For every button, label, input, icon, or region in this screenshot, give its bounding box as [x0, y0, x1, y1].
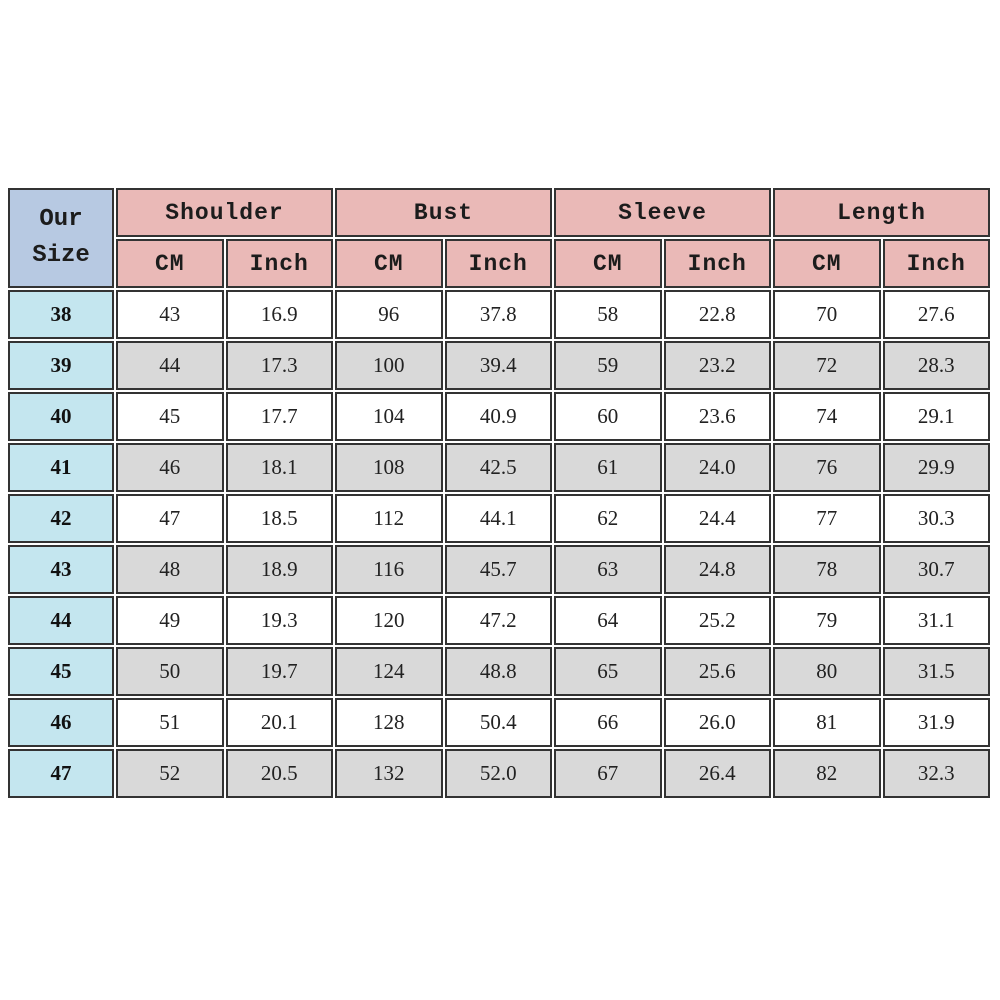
value-cell: 65	[554, 647, 662, 696]
table-row-size-46	[8, 698, 990, 747]
value-cell: 52	[116, 749, 224, 798]
value-cell: 42.5	[445, 443, 553, 492]
size-cell: 43	[8, 545, 114, 594]
sub-header-bust-inch: Inch	[445, 239, 553, 288]
value-cell: 26.0	[664, 698, 772, 747]
value-cell: 76	[773, 443, 881, 492]
value-cell: 39.4	[445, 341, 553, 390]
value-cell: 30.3	[883, 494, 991, 543]
value-cell: 31.1	[883, 596, 991, 645]
value-cell: 18.9	[226, 545, 334, 594]
value-cell: 48.8	[445, 647, 553, 696]
value-cell: 64	[554, 596, 662, 645]
value-cell: 19.7	[226, 647, 334, 696]
size-cell: 41	[8, 443, 114, 492]
value-cell: 17.3	[226, 341, 334, 390]
corner-header-word: Our	[39, 206, 83, 233]
table-row-size-47	[8, 749, 990, 798]
value-cell: 50.4	[445, 698, 553, 747]
value-cell: 31.5	[883, 647, 991, 696]
group-header-sleeve: Sleeve	[554, 188, 771, 237]
group-header-length: Length	[773, 188, 990, 237]
value-cell: 32.3	[883, 749, 991, 798]
value-cell: 25.6	[664, 647, 772, 696]
table-row-size-39	[8, 341, 990, 390]
value-cell: 51	[116, 698, 224, 747]
value-cell: 49	[116, 596, 224, 645]
value-cell: 20.5	[226, 749, 334, 798]
value-cell: 47.2	[445, 596, 553, 645]
corner-header-word: Size	[32, 242, 90, 269]
value-cell: 48	[116, 545, 224, 594]
value-cell: 79	[773, 596, 881, 645]
value-cell: 81	[773, 698, 881, 747]
value-cell: 19.3	[226, 596, 334, 645]
table-row-size-40	[8, 392, 990, 441]
sub-header-row	[8, 239, 990, 288]
group-header-bust: Bust	[335, 188, 552, 237]
value-cell: 80	[773, 647, 881, 696]
value-cell: 67	[554, 749, 662, 798]
value-cell: 45.7	[445, 545, 553, 594]
value-cell: 74	[773, 392, 881, 441]
size-chart-header	[8, 188, 990, 288]
value-cell: 28.3	[883, 341, 991, 390]
sub-header-length-cm: CM	[773, 239, 881, 288]
value-cell: 45	[116, 392, 224, 441]
value-cell: 17.7	[226, 392, 334, 441]
value-cell: 58	[554, 290, 662, 339]
size-cell: 44	[8, 596, 114, 645]
value-cell: 61	[554, 443, 662, 492]
value-cell: 60	[554, 392, 662, 441]
value-cell: 31.9	[883, 698, 991, 747]
value-cell: 66	[554, 698, 662, 747]
value-cell: 47	[116, 494, 224, 543]
value-cell: 30.7	[883, 545, 991, 594]
value-cell: 77	[773, 494, 881, 543]
value-cell: 132	[335, 749, 443, 798]
value-cell: 116	[335, 545, 443, 594]
value-cell: 50	[116, 647, 224, 696]
value-cell: 72	[773, 341, 881, 390]
value-cell: 46	[116, 443, 224, 492]
table-row-size-38	[8, 290, 990, 339]
size-cell: 42	[8, 494, 114, 543]
value-cell: 29.1	[883, 392, 991, 441]
value-cell: 23.6	[664, 392, 772, 441]
value-cell: 23.2	[664, 341, 772, 390]
sub-header-bust-cm: CM	[335, 239, 443, 288]
value-cell: 44.1	[445, 494, 553, 543]
value-cell: 37.8	[445, 290, 553, 339]
value-cell: 22.8	[664, 290, 772, 339]
value-cell: 124	[335, 647, 443, 696]
corner-header-our-size	[8, 188, 114, 288]
group-header-row	[8, 188, 990, 237]
value-cell: 43	[116, 290, 224, 339]
value-cell: 128	[335, 698, 443, 747]
table-row-size-43	[8, 545, 990, 594]
value-cell: 44	[116, 341, 224, 390]
value-cell: 78	[773, 545, 881, 594]
value-cell: 20.1	[226, 698, 334, 747]
size-cell: 38	[8, 290, 114, 339]
value-cell: 16.9	[226, 290, 334, 339]
value-cell: 27.6	[883, 290, 991, 339]
size-chart-body	[8, 290, 990, 798]
sub-header-shoulder-inch: Inch	[226, 239, 334, 288]
group-header-shoulder: Shoulder	[116, 188, 333, 237]
value-cell: 26.4	[664, 749, 772, 798]
size-cell: 39	[8, 341, 114, 390]
value-cell: 104	[335, 392, 443, 441]
value-cell: 18.5	[226, 494, 334, 543]
value-cell: 70	[773, 290, 881, 339]
size-cell: 47	[8, 749, 114, 798]
value-cell: 59	[554, 341, 662, 390]
value-cell: 62	[554, 494, 662, 543]
table-row-size-42	[8, 494, 990, 543]
size-cell: 46	[8, 698, 114, 747]
sub-header-sleeve-cm: CM	[554, 239, 662, 288]
size-chart-table	[6, 186, 992, 800]
value-cell: 108	[335, 443, 443, 492]
value-cell: 63	[554, 545, 662, 594]
value-cell: 100	[335, 341, 443, 390]
value-cell: 29.9	[883, 443, 991, 492]
value-cell: 120	[335, 596, 443, 645]
value-cell: 52.0	[445, 749, 553, 798]
table-row-size-45	[8, 647, 990, 696]
sub-header-shoulder-cm: CM	[116, 239, 224, 288]
sub-header-sleeve-inch: Inch	[664, 239, 772, 288]
value-cell: 24.0	[664, 443, 772, 492]
table-row-size-44	[8, 596, 990, 645]
value-cell: 40.9	[445, 392, 553, 441]
table-row-size-41	[8, 443, 990, 492]
size-cell: 45	[8, 647, 114, 696]
value-cell: 24.4	[664, 494, 772, 543]
value-cell: 18.1	[226, 443, 334, 492]
value-cell: 82	[773, 749, 881, 798]
size-cell: 40	[8, 392, 114, 441]
value-cell: 25.2	[664, 596, 772, 645]
value-cell: 96	[335, 290, 443, 339]
sub-header-length-inch: Inch	[883, 239, 991, 288]
value-cell: 24.8	[664, 545, 772, 594]
value-cell: 112	[335, 494, 443, 543]
